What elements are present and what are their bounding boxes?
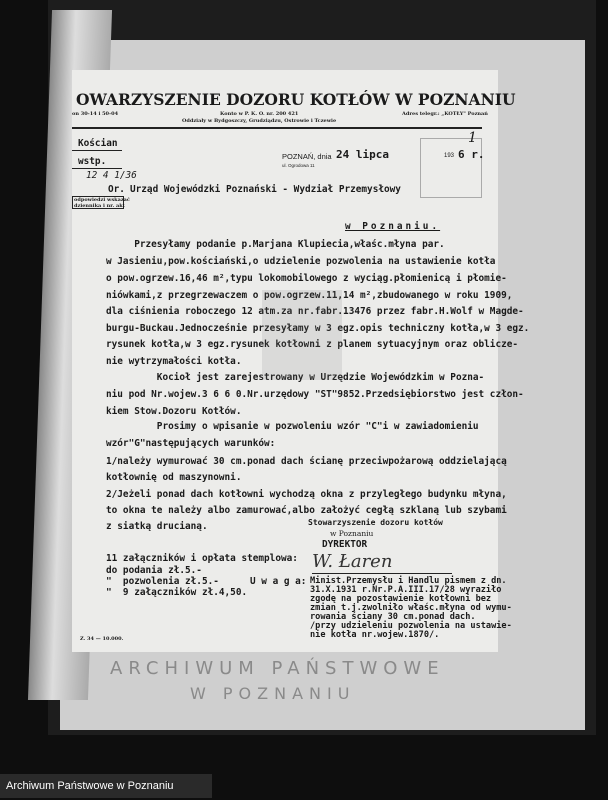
watermark: W POZNANIU xyxy=(190,684,356,703)
letterhead-account: Konto w P. K. O. nr. 200 421 xyxy=(220,111,299,117)
margin-ref: 12 4 1/36 xyxy=(86,170,137,181)
stamp-box xyxy=(420,138,482,198)
date-prefix: POZNAŃ, dnia xyxy=(282,152,332,161)
remark-line: Minist.Przemysłu i Handlu pismem z dn. xyxy=(310,576,507,586)
body-line: Kocioł jest zarejestrowany w Urzędzie Wojewódzkim w Pozna- xyxy=(106,372,485,383)
remark-label: U w a g a: xyxy=(250,576,307,587)
body-line: o pow.ogrzew.16,46 m²,typu lokomobilowego z wyciąg.płomienicą i płomie- xyxy=(106,273,507,284)
body-line: niówkami,z przegrzewaczem o pow.ogrzew.11,14 m²,zbudowanego w roku 1909, xyxy=(106,290,513,301)
body-line: Prosimy o wpisanie w pozwoleniu wzór "C"i w zawiadomieniu xyxy=(106,421,479,432)
addressee-city: w Poznaniu. xyxy=(345,221,441,232)
letterhead-rule xyxy=(72,127,482,129)
date-year-suffix: 6 r. xyxy=(458,148,485,161)
attachment-line: " 9 załączników zł.4,50. xyxy=(106,587,248,598)
letterhead-phone: on 30-14 i 50-04 xyxy=(72,111,119,117)
remark-line: nie kotła nr.wojew.1870/. xyxy=(310,630,440,640)
body-line: burgu-Buckau.Jednocześnie przesyłamy w 3 egz.opis techniczny kotła,w 3 egz. xyxy=(106,323,530,334)
body-line: rysunek kotła,w 3 egz.rysunek kotłowni z planem sytuacyjnym oraz oblicze- xyxy=(106,339,519,350)
remark-line: 31.X.1931 r.Nr.P.A.III.17/28 wyraziło xyxy=(310,585,502,595)
body-line: Przesyłamy podanie p.Marjana Klupiecia,właśc.młyna par. xyxy=(106,239,445,250)
body-line: kiem Stow.Dozoru Kotłów. xyxy=(106,406,242,417)
remark-line: /przy udzieleniu pozwolenia na ustawie- xyxy=(310,621,512,631)
street: ul. Ogrodowa 11 xyxy=(282,163,315,168)
margin-wstp: wstp. xyxy=(78,156,107,167)
body-line: kotłownię od maszynowni. xyxy=(106,472,242,483)
letterhead-title: OWARZYSZENIE DOZORU KOTŁÓW W POZNANIU xyxy=(76,90,516,109)
body-line: niu pod Nr.wojew.3 6 6 0.Nr.urzędowy "ST"9852.Przedsiębiorstwo jest człon- xyxy=(106,389,524,400)
body-line: nie wytrzymałości kotła. xyxy=(106,356,242,367)
date-day: 24 lipca xyxy=(336,148,389,161)
margin-or: Or. xyxy=(108,184,125,195)
signature-org: Stowarzyszenie dozoru kotłów xyxy=(308,518,443,527)
margin-note: dziennika i nr. akt xyxy=(74,203,125,209)
remark-line: zgodę na pozostawienie kotłowni bez xyxy=(310,594,492,604)
divider xyxy=(72,168,122,169)
body-line: 1/należy wymurować 30 cm.ponad dach ścianę przeciwpożarową oddzielającą xyxy=(106,456,507,467)
addressee: Urząd Wojewódzki Poznański - Wydział Przemysłowy xyxy=(130,184,401,195)
watermark: ARCHIWUM PAŃSTWOWE xyxy=(110,658,445,679)
signature-city: w Poznaniu xyxy=(330,529,374,538)
margin-place: Kościan xyxy=(78,138,118,149)
body-line: dla ciśnienia roboczego 12 atm.za nr.fabr.13476 przez fabr.H.Wolf w Magde- xyxy=(106,306,524,317)
archive-label: Archiwum Państwowe w Poznaniu xyxy=(0,774,212,798)
letterhead-telegram: Adres telegr.: „KOTŁY" Poznań xyxy=(402,111,488,117)
signature: W. Łaren xyxy=(312,551,393,572)
form-code: Z. 34 — 10.000. xyxy=(80,636,124,642)
remark-line: zmian t.j.zwolniło właśc.młyna od wymu- xyxy=(310,603,512,613)
page-mark: 1 xyxy=(468,130,477,146)
body-line: 2/Jeżeli ponad dach kotłowni wychodzą okna z przyległego budynku młyna, xyxy=(106,489,507,500)
margin-note-box xyxy=(72,196,130,209)
body-line: to okna te należy albo zamurować,albo założyć cegłą szklaną lub szybami xyxy=(106,505,507,516)
margin-note: odpowiedzi wskazać xyxy=(74,197,130,203)
attachment-line: do podania zł.5.- xyxy=(106,565,202,576)
signature-role: DYREKTOR xyxy=(322,539,368,550)
body-line: z siatką drucianą. xyxy=(106,521,208,532)
attachment-line: 11 załączników i opłata stemplowa: xyxy=(106,553,298,564)
body-line: w Jasieniu,pow.kościański,o udzielenie pozwolenia na ustawienie kotła xyxy=(106,256,496,267)
date-year-prefix: 193 xyxy=(444,153,455,159)
letterhead-branches: Oddziały w Bydgoszczy, Grudziądzu, Ostrowie i Tczewie xyxy=(182,118,337,124)
archive-stamp-overlay xyxy=(262,290,342,380)
divider xyxy=(72,150,122,151)
remark-line: rowania ściany 30 cm.ponad dach. xyxy=(310,612,476,622)
body-line: wzór"G"następujących warunków: xyxy=(106,438,276,449)
attachment-line: " pozwolenia zł.5.- xyxy=(106,576,219,587)
signature-line xyxy=(312,573,452,574)
